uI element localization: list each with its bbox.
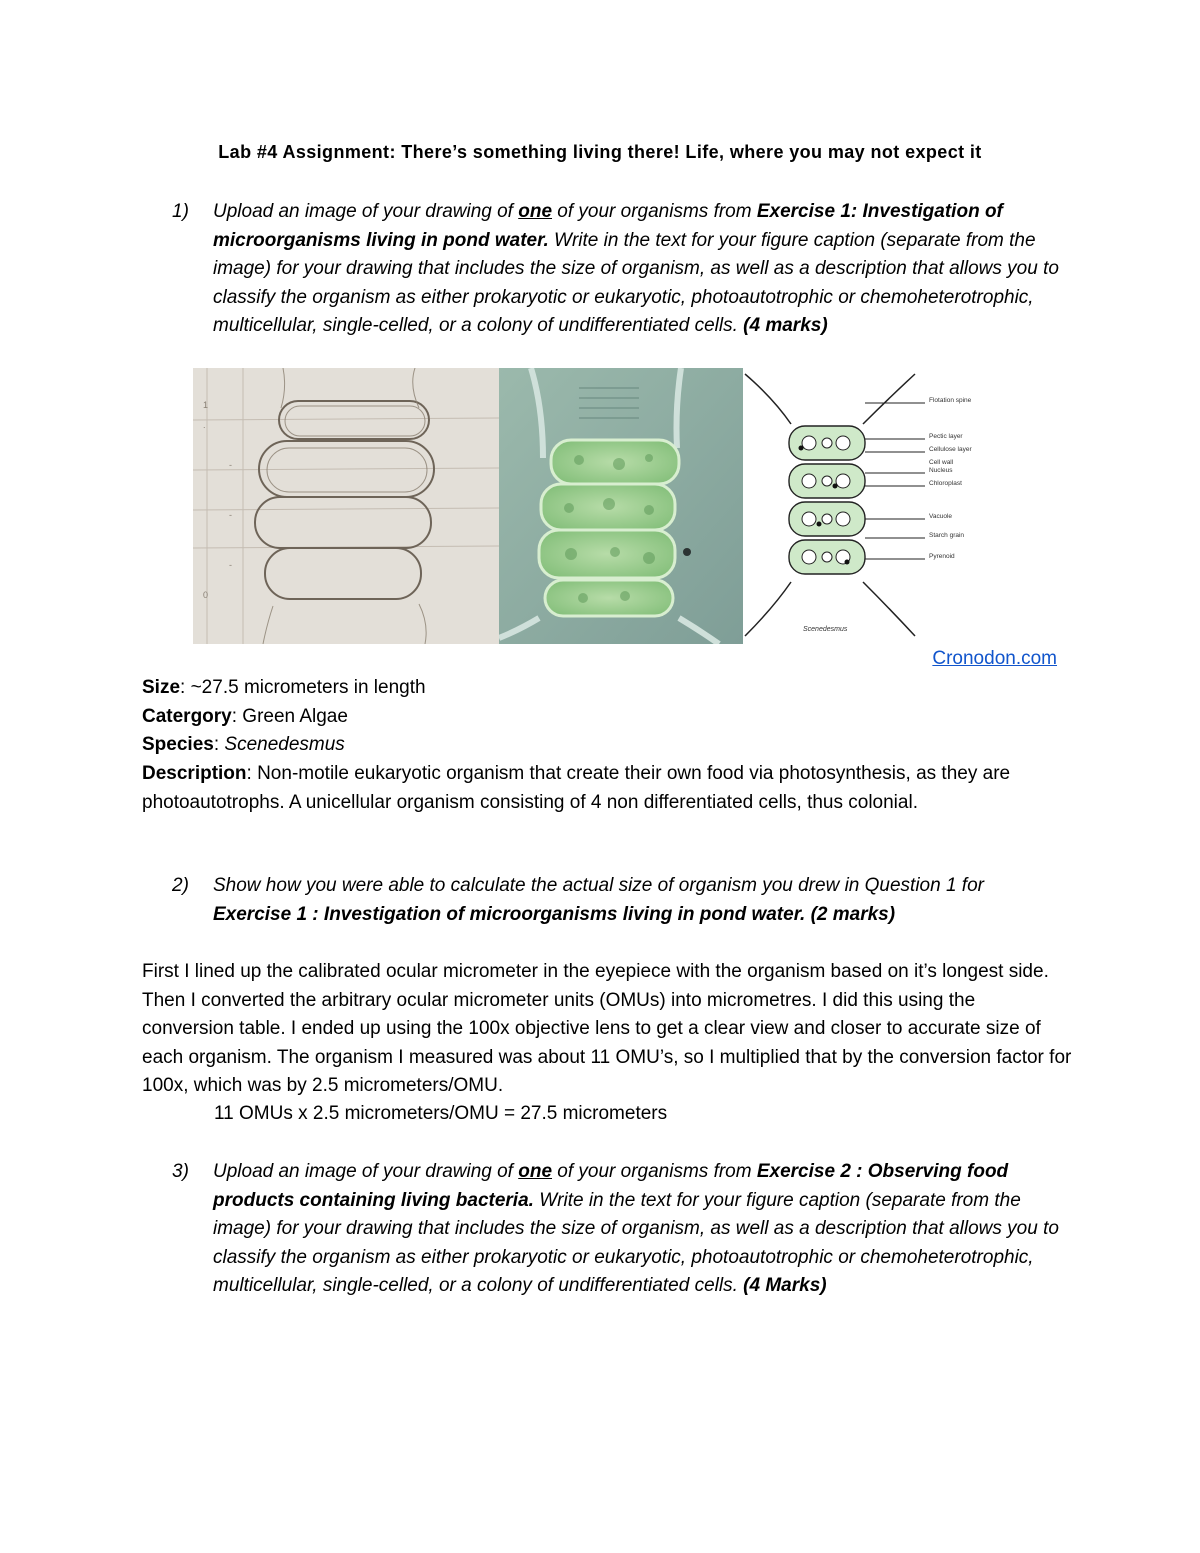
- diagram-label-flotation-spine: Flotation spine: [929, 397, 972, 404]
- q3-text-part: of your organisms from: [552, 1161, 757, 1182]
- q1-marks: (4 marks): [743, 315, 828, 336]
- q1-text-part: Upload an image of your drawing of: [213, 201, 519, 222]
- diagram-label-nucleus: Nucleus: [929, 467, 953, 474]
- organism-drawing: [193, 368, 499, 644]
- question-3-number: 3): [172, 1161, 189, 1182]
- question-1: [172, 198, 1062, 341]
- question-1-text: [213, 198, 1062, 341]
- svg-text:1: 1: [203, 400, 209, 410]
- description-field: [142, 760, 1062, 817]
- size-value: : ~27.5 micrometers in length: [180, 677, 426, 698]
- figure-row: [193, 368, 972, 644]
- svg-text:.: .: [203, 420, 206, 430]
- size-label: Size: [142, 677, 181, 698]
- size-field: [142, 674, 1062, 703]
- q3-text-part: Write in the text for your figure caption (separate from the image) for your drawing that includes the size of organism, as well as a description that allows you to classify the organism as either prokaryotic or eukaryotic, photoautotrophic or chemoheterotrophic, multicellular, single-celled, or a colony of undifferentiated cells.: [213, 1189, 1059, 1296]
- question-1-number: 1): [172, 201, 189, 222]
- svg-text:-: -: [229, 560, 232, 570]
- question-3: [172, 1158, 1062, 1301]
- description-label: Description: [142, 763, 247, 784]
- species-label: Species: [142, 734, 214, 755]
- q2-text-part: Show how you were able to calculate the actual size of organism you drew in Question 1 for: [213, 875, 984, 896]
- diagram-caption: Scenedesmus: [803, 626, 848, 633]
- answer-2-calculation: 11 OMUs x 2.5 micrometers/OMU = 27.5 micrometers: [214, 1103, 668, 1124]
- species-value: Scenedesmus: [224, 734, 345, 755]
- category-label: Catergory: [142, 706, 232, 727]
- diagram-label-pectic-layer: Pectic layer: [929, 433, 963, 440]
- q3-exercise-title: Exercise 2 : Observing food products containing living bacteria.: [213, 1161, 1009, 1211]
- q3-text-part: Upload an image of your drawing of: [213, 1161, 519, 1182]
- question-2: [172, 872, 1062, 929]
- svg-text:-: -: [229, 510, 232, 520]
- question-2-text: [213, 872, 1062, 929]
- q3-emphasis-one: one: [518, 1161, 553, 1182]
- q3-marks: (4 Marks): [743, 1275, 827, 1296]
- diagram-label-starch-grain: Starch grain: [929, 532, 965, 539]
- species-field: [142, 731, 1062, 760]
- svg-text:0: 0: [203, 590, 209, 600]
- q1-text-part: of your organisms from: [552, 201, 757, 222]
- scenedesmus-diagram: [743, 368, 972, 644]
- category-value: : Green Algae: [231, 706, 348, 727]
- question-2-number: 2): [172, 875, 189, 896]
- diagram-label-cellulose-layer: Cellulose layer: [929, 446, 972, 453]
- question-3-text: [213, 1158, 1062, 1301]
- diagram-label-cell-wall: Cell wall: [929, 459, 954, 466]
- answer-2-paragraph: First I lined up the calibrated ocular micrometer in the eyepiece with the organism based on it’s longest side. Then I converted the arbitrary ocular micrometer units (OMUs) into micrometres. I did this using the conversion table. I ended up using the 100x objective lens to get a clear view and closer to accurate size of each organism. The organism I measured was about 11 OMU’s, so I multiplied that by the conversion factor for 100x, which was by 2.5 micrometers/OMU.: [142, 961, 1072, 1096]
- q1-emphasis-one: one: [518, 201, 553, 222]
- diagram-label-vacuole: Vacuole: [929, 513, 953, 520]
- species-separator: :: [213, 734, 225, 755]
- category-field: [142, 703, 1062, 732]
- credit-link[interactable]: Cronodon.com: [932, 648, 1057, 669]
- q2-exercise-title: Exercise 1 : Investigation of microorganisms living in pond water. (2 marks): [213, 903, 896, 925]
- organism-micrograph: [499, 368, 743, 644]
- svg-text:-: -: [229, 460, 232, 470]
- q1-exercise-title: Exercise 1: Investigation of microorganisms living in pond water.: [213, 201, 1003, 251]
- document-title: Lab #4 Assignment: There’s something living there! Life, where you may not expect it: [218, 142, 982, 162]
- diagram-label-chloroplast: Chloroplast: [929, 480, 962, 487]
- q1-text-part: Write in the text for your figure caption (separate from the image) for your drawing that includes the size of organism, as well as a description that allows you to classify the organism as either prokaryotic or eukaryotic, photoautotrophic or chemoheterotrophic, multicellular, single-celled, or a colony of undifferentiated cells.: [213, 229, 1059, 336]
- diagram-label-pyrenoid: Pyrenoid: [929, 553, 955, 560]
- description-value: : Non-motile eukaryotic organism that create their own food via photosynthesis, as they are photoautotrophs. A unicellular organism consisting of 4 non differentiated cells, thus colonial.: [142, 763, 1011, 813]
